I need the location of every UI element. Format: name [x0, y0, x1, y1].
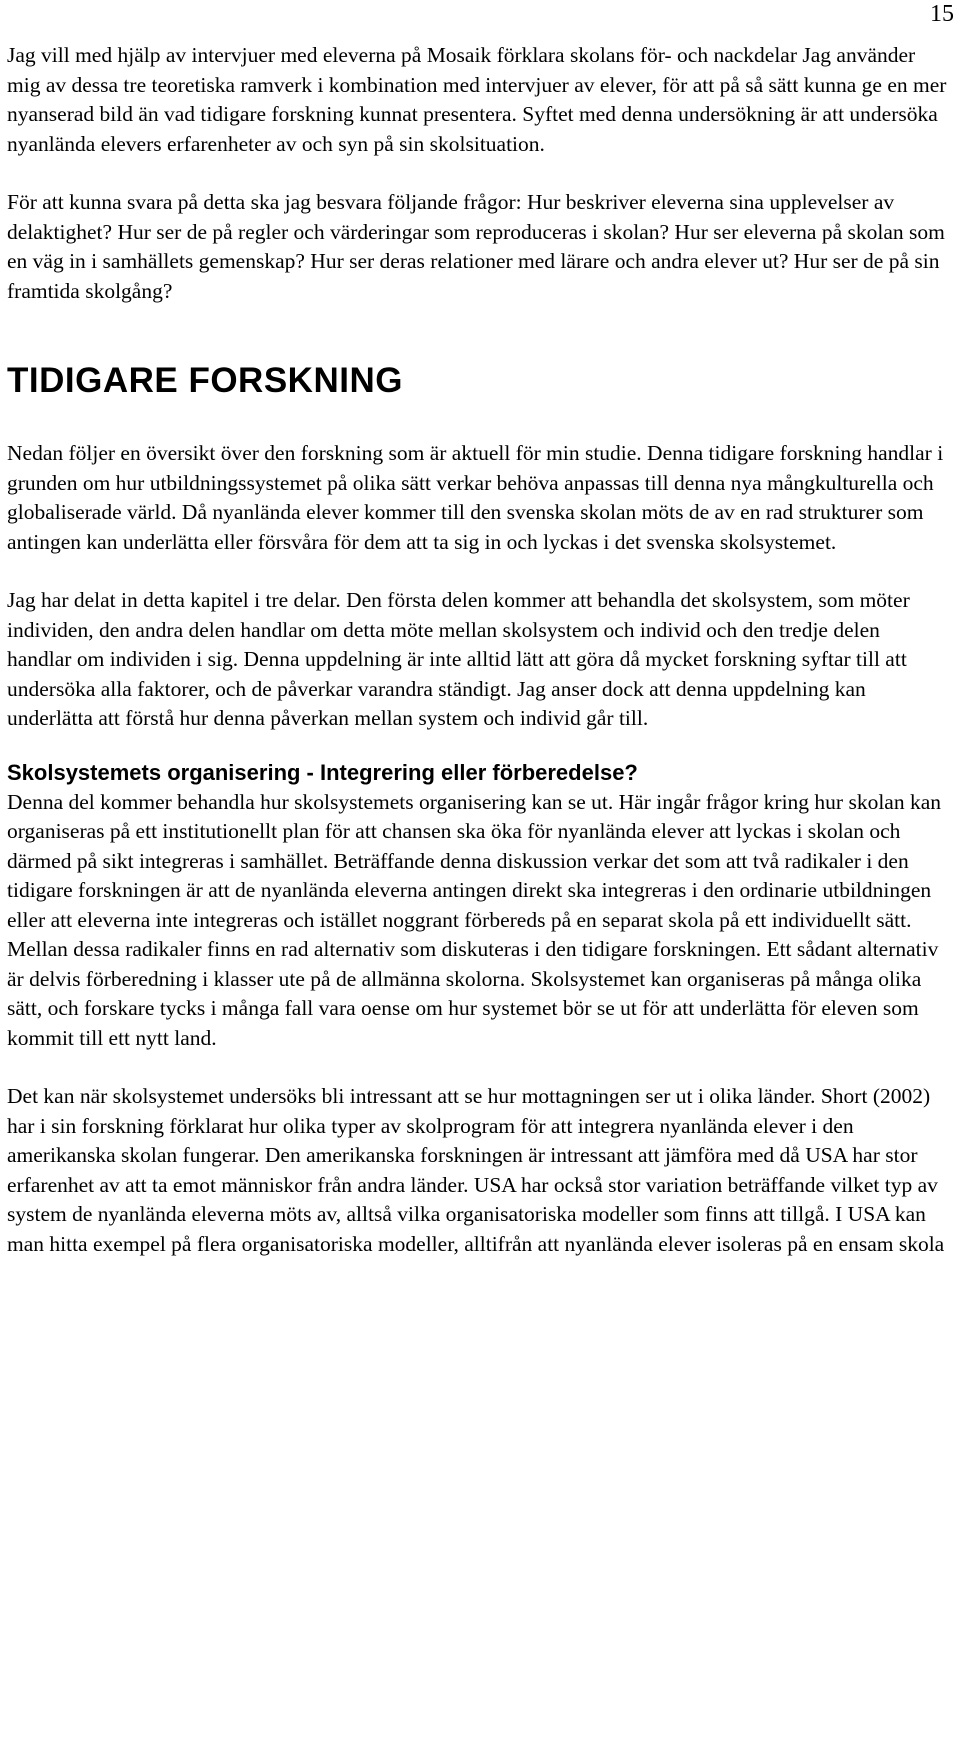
paragraph-overview: Nedan följer en översikt över den forskning som är aktuell för min studie. Denna tidigare forskning handlar i grunden om hur utbildningssystemet på olika sätt verkar behöva anpassas till denna nya mångkulturella och globaliserade värld. Då nyanlända elever kommer till den svenska skolan möts de av en rad strukturer som antingen kan underlätta eller försvåra för dem att ta sig in och lyckas i det svenska skolsystemet.	[7, 441, 944, 554]
page-number: 15	[930, 1, 954, 27]
paragraph-international-comparison: Det kan när skolsystemet undersöks bli intressant att se hur mottagningen ser ut i olika länder. Short (2002) har i sin forskning förklarat hur olika typer av skolprogram för att integrera nyanlända elever i den amerikanska skolan fungerar. Den amerikanska forskningen är intressant att jämföra med då USA har stor erfarenhet av att ta emot människor från andra länder. USA har också stor variation beträffande vilket typ av system de nyanlända eleverna möts av, alltså vilka organisatoriska modeller som finns att tillgå. I USA kan man hitta exempel på flera organisatoriska modeller, alltifrån att nyanlända elever isoleras på en ensam skola	[7, 1084, 945, 1256]
paragraph-purpose: Jag vill med hjälp av intervjuer med eleverna på Mosaik förklara skolans för- och nackdelar Jag använder mig av dessa tre teoretiska ramverk i kombination med intervjuer av elever, för att på så sätt kunna ge en mer nyanserad bild än vad tidigare forskning kunnat presentera. Syftet med denna undersökning är att undersöka nyanlända elevers erfarenheter av och syn på sin skolsituation.	[7, 43, 947, 156]
paragraph-research-questions: För att kunna svara på detta ska jag besvara följande frågor: Hur beskriver eleverna sina upplevelser av delaktighet? Hur ser de på regler och värderingar som reproduceras i skolan? Hur ser eleverna på skolan som en väg in i samhällets gemenskap? Hur ser deras relationer med lärare och andra elever ut? Hur ser de på sin framtida skolgång?	[7, 190, 945, 303]
document-body	[7, 41, 947, 1259]
paragraph-chapter-structure: Jag har delat in detta kapitel i tre delar. Den första delen kommer att behandla det skolsystem, som möter individen, den andra delen handlar om detta möte mellan skolsystem och individ och den tredje delen handlar om individen i sig. Denna uppdelning är inte alltid lätt att göra då mycket forskning syftar till att undersöka alla faktorer, och de påverkar varandra ständigt. Jag anser dock att denna uppdelning kan underlätta att förstå hur denna påverkan mellan system och individ går till.	[7, 588, 910, 730]
paragraph-school-organisation: Denna del kommer behandla hur skolsystemets organisering kan se ut. Här ingår frågor kring hur skolan kan organiseras på ett institutionellt plan för att chansen ska öka för nyanlända elever att lyckas i skolan och därmed på sikt integreras i samhället. Beträffande denna diskussion verkar det som att två radikaler i den tidigare forskningen är att de nyanlända eleverna antingen direkt ska integreras i den ordinarie utbildningen eller att eleverna inte integreras och istället noggrant förbereds på en separat skola på ett individuellt sätt. Mellan dessa radikaler finns en rad alternativ som diskuteras i den tidigare forskningen. Ett sådant alternativ är delvis förberedning i klasser ute på de allmänna skolorna. Skolsystemet kan organiseras på många olika sätt, och forskare tycks i många fall vara oense om hur systemet bör se ut för att underlätta för eleven som kommit till ett nytt land.	[7, 789, 942, 1050]
subsection-heading-school-organisation: Skolsystemets organisering - Integrering eller förberedelse?	[7, 759, 638, 785]
section-heading-previous-research: TIDIGARE FORSKNING	[7, 361, 403, 400]
